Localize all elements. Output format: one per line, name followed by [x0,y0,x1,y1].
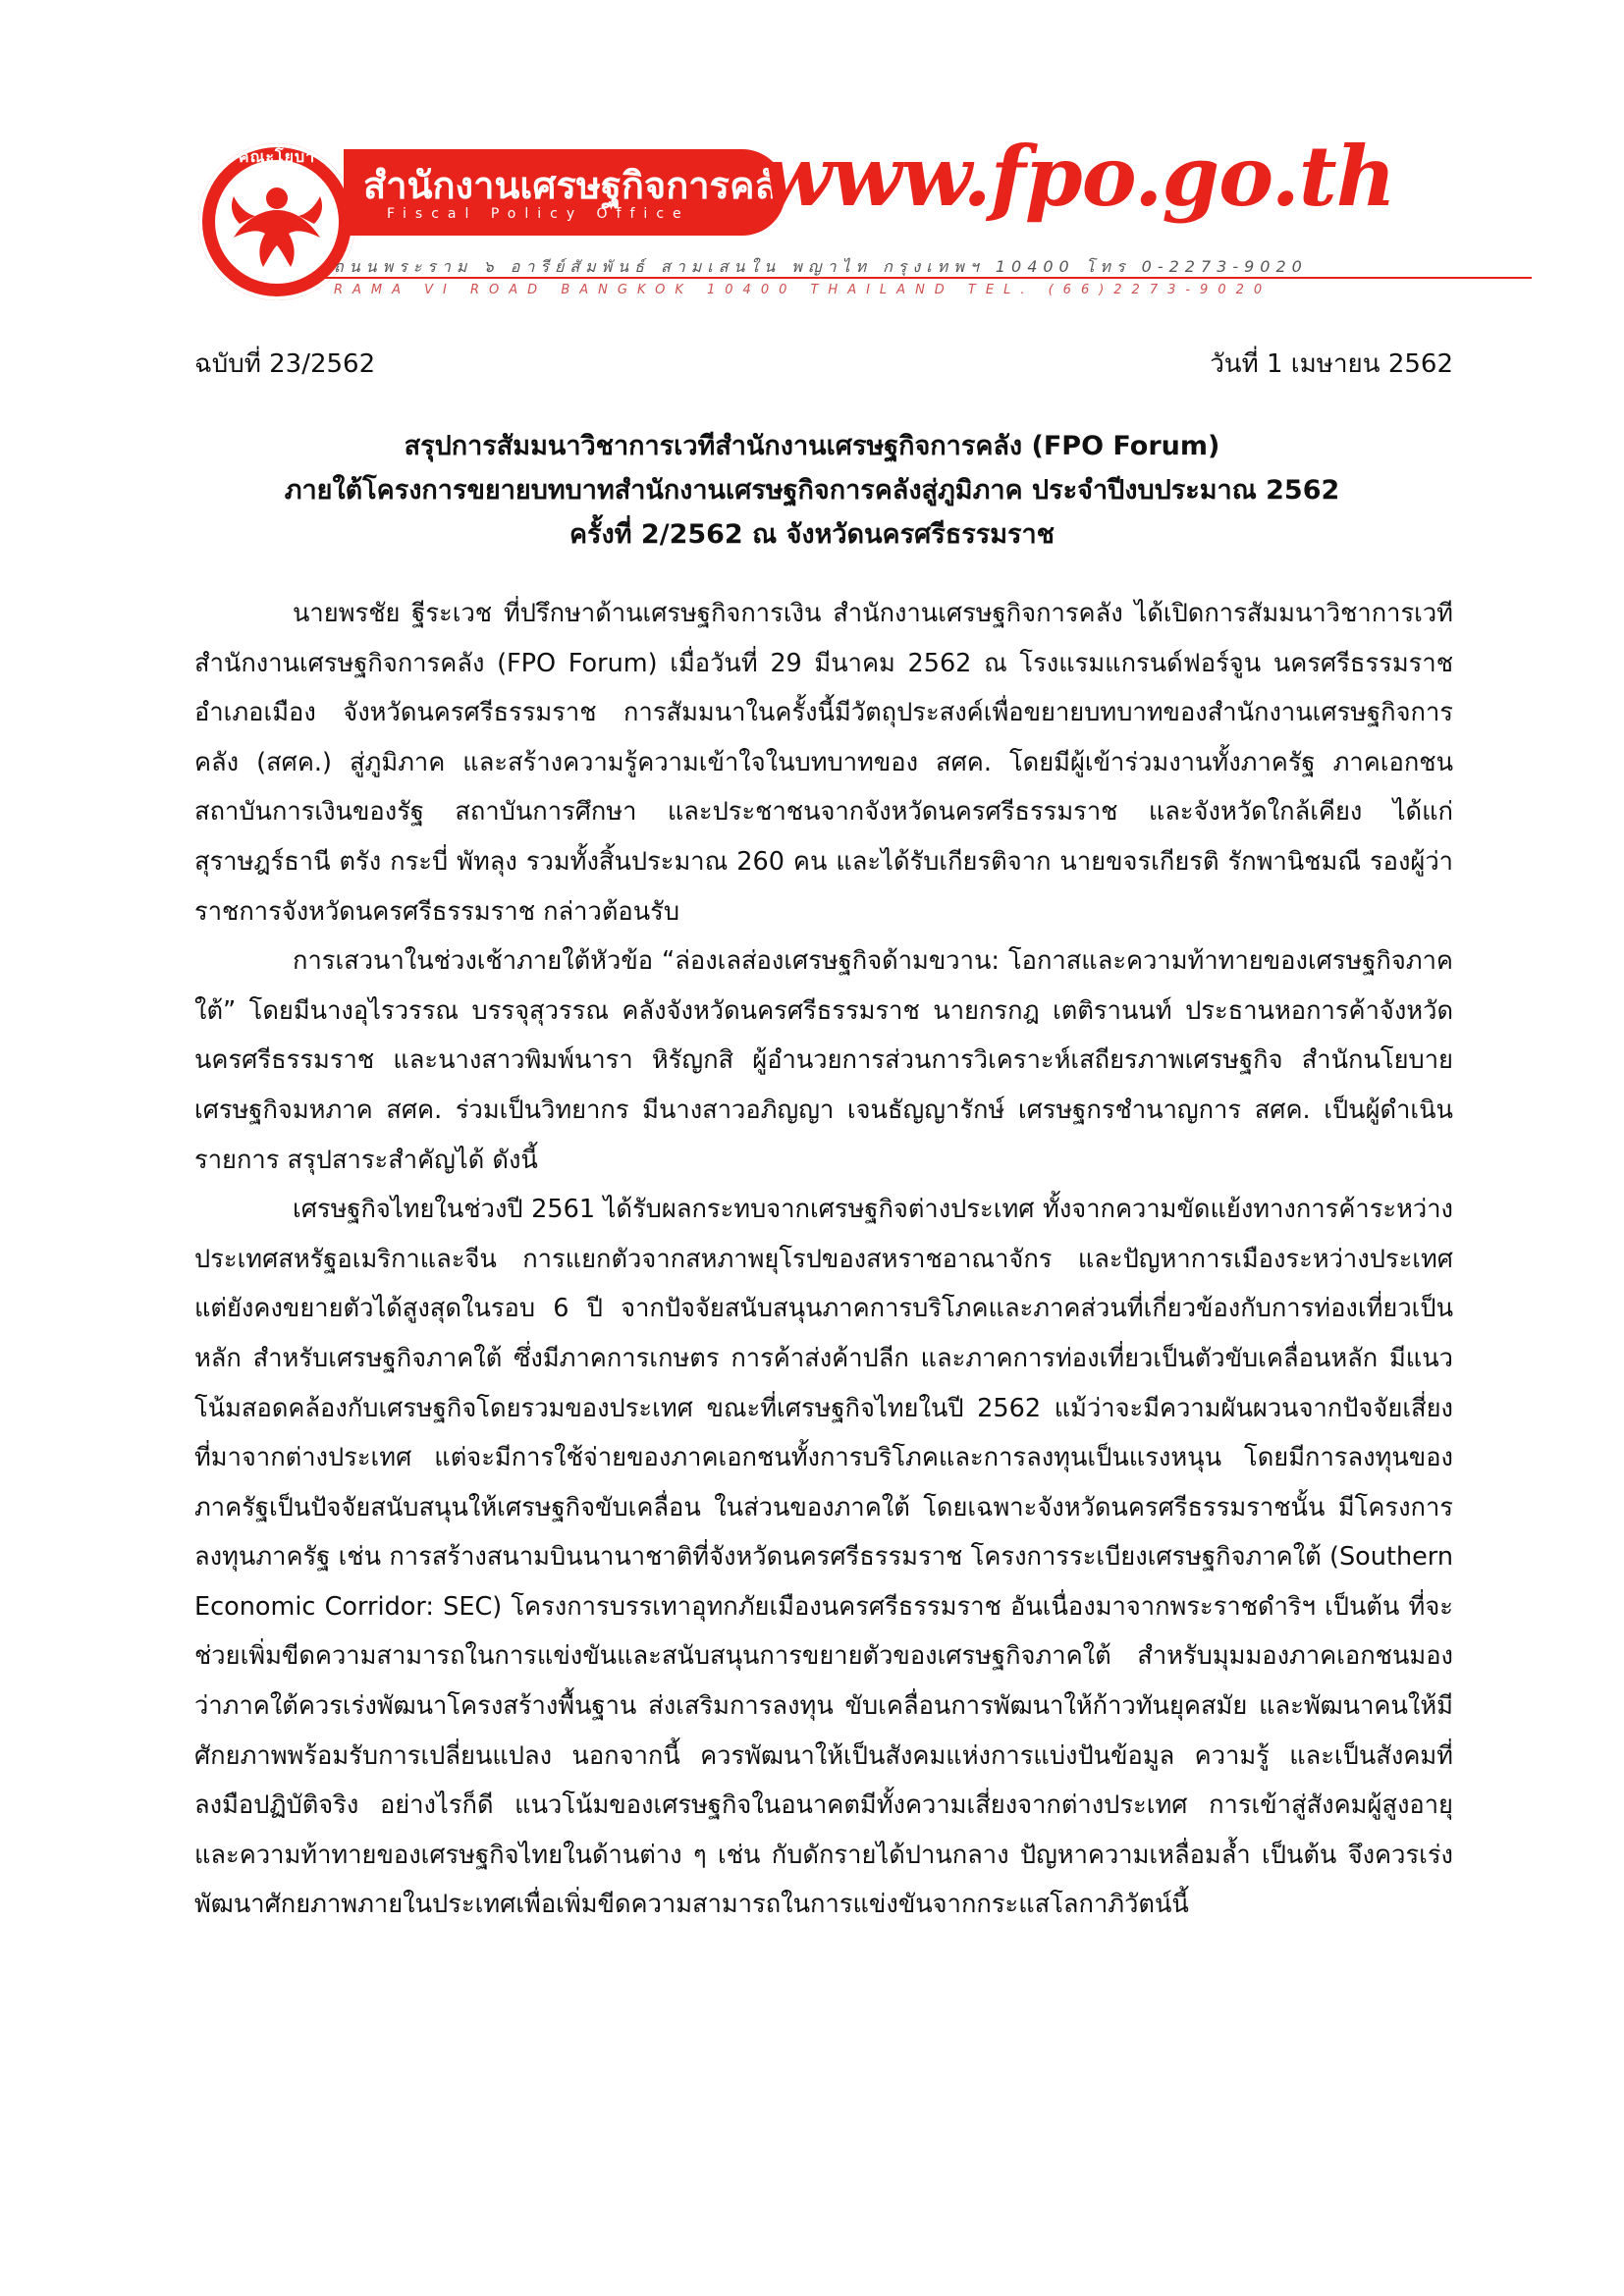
title-line-2: ภายใต้โครงการขยายบทบาทสำนักงานเศรษฐกิจการคลังสู่ภูมิภาค ประจำปีงบประมาณ 2562 [284,475,1340,506]
paragraph-summary: เศรษฐกิจไทยในช่วงปี 2561 ได้รับผลกระทบจากเศรษฐกิจต่างประเทศ ทั้งจากความขัดแย้งทางการค้าระหว่างประเทศสหรัฐอเมริกาและจีน การแยกตัวจากสหภาพยุโรปของสหราชอาณาจักร และปัญหาการเมืองระหว่างประเทศ แต่ยังคงขยายตัวได้สูงสุดในรอบ 6 ปี จากปัจจัยสนับสนุนภาคการบริโภคและภาคส่วนที่เกี่ยวข้องกับการท่องเที่ยวเป็นหลัก สำหรับเศรษฐกิจภาคใต้ ซึ่งมีภาคการเกษตร การค้าส่งค้าปลีก และภาคการท่องเที่ยวเป็นตัวขับเคลื่อนหลัก มีแนวโน้มสอดคล้องกับเศรษฐกิจโดยรวมของประเทศ ขณะที่เศรษฐกิจไทยในปี 2562 แม้ว่าจะมีความผันผวนจากปัจจัยเสี่ยงที่มาจากต่างประเทศ แต่จะมีการใช้จ่ายของภาคเอกชนทั้งการบริโภคและการลงทุนเป็นแรงหนุน โดยมีการลงทุนของภาครัฐเป็นปัจจัยสนับสนุนให้เศรษฐกิจขับเคลื่อน ในส่วนของภาคใต้ โดยเฉพาะจังหวัดนครศรีธรรมราชนั้น มีโครงการลงทุนภาครัฐ เช่น การสร้างสนามบินนานาชาติที่จังหวัดนครศรีธรรมราช โครงการระเบียงเศรษฐกิจภาคใต้ (Southern Economic Corridor: SEC) โครงการบรรเทาอุทกภัยเมืองนครศรีธรรมราช อันเนื่องมาจากพระราชดำริฯ เป็นต้น ที่จะช่วยเพิ่มขีดความสามารถในการแข่งขันและสนับสนุนการขยายตัวของเศรษฐกิจภาคใต้ สำหรับมุมมองภาคเอกชนมองว่าภาคใต้ควรเร่งพัฒนาโครงสร้างพื้นฐาน ส่งเสริมการลงทุน ขับเคลื่อนการพัฒนาให้ก้าวทันยุคสมัย และพัฒนาคนให้มีศักยภาพพร้อมรับการเปลี่ยนแปลง นอกจากนี้ ควรพัฒนาให้เป็นสังคมแห่งการแบ่งปันข้อมูล ความรู้ และเป็นสังคมที่ลงมือปฏิบัติจริง อย่างไรก็ดี แนวโน้มของเศรษฐกิจในอนาคตมีทั้งความเสี่ยงจากต่างประเทศ การเข้าสู่สังคมผู้สูงอายุ และความท้าทายของเศรษฐกิจไทยในด้านต่าง ๆ เช่น กับดักรายได้ปานกลาง ปัญหาความเหลื่อมล้ำ เป็นต้น จึงควรเร่งพัฒนาศักยภาพภายในประเทศเพื่อเพิ่มขีดความสามารถในการแข่งขันจากกระแสโลกาภิวัตน์นี้ [194,1195,1453,1920]
title-line-1: สรุปการสัมมนาวิชาการเวทีสำนักงานเศรษฐกิจการคลัง (FPO Forum) [404,431,1220,461]
issue-number: ฉบับที่ 23/2562 [194,349,376,379]
title-line-3: ครั้งที่ 2/2562 ณ จังหวัดนครศรีธรรมราช [568,519,1055,550]
website-link[interactable]: www.fpo.go.th [761,128,1395,225]
address-thai: ถนนพระราม ๖ อารีย์สัมพันธ์ สามเสนใน พญาไท กรุงเทพฯ 10400 โทร 0-2273-9020 [334,257,1308,276]
letterhead [187,108,1532,304]
issue-date: วันที่ 1 เมษายน 2562 [1210,349,1453,379]
address-english: RAMA VI ROAD BANGKOK 10400 THAILAND TEL. (66)2273-9020 [334,283,1272,297]
org-name-banner [344,149,796,236]
document-body [194,589,1453,1930]
seal-text: คณะโยบา [238,147,316,166]
org-name-thai: สำนักงานเศรษฐกิจการคลัง [363,164,796,207]
document-title [147,424,1477,557]
garuda-icon [220,165,334,279]
org-name-english: Fiscal Policy Office [387,206,690,222]
paragraph-panel: การเสวนาในช่วงเช้าภายใต้หัวข้อ “ล่องเลส่องเศรษฐกิจด้ามขวาน: โอกาสและความท้าทายของเศรษฐกิจภาคใต้” โดยมีนางอุไรวรรณ บรรจุสุวรรณ คลังจังหวัดนครศรีธรรมราช นายกรกฎ เตติรานนท์ ประธานหอการค้าจังหวัดนครศรีธรรมราช และนางสาวพิมพ์นารา หิรัญกสิ ผู้อำนวยการส่วนการวิเคราะห์เสถียรภาพเศรษฐกิจ สำนักนโยบายเศรษฐกิจมหภาค สศค. ร่วมเป็นวิทยากร มีนางสาวอภิญญา เจนธัญญารักษ์ เศรษฐกรชำนาญการ สศค. เป็นผู้ดำเนินรายการ สรุปสาระสำคัญได้ ดังนี้ [194,946,1453,1175]
paragraph-opening: นายพรชัย ฐีระเวช ที่ปรึกษาด้านเศรษฐกิจการเงิน สำนักงานเศรษฐกิจการคลัง ได้เปิดการสัมมนาวิชาการเวที สำนักงานเศรษฐกิจการคลัง (FPO Forum) เมื่อวันที่ 29 มีนาคม 2562 ณ โรงแรมแกรนด์ฟอร์จูน นครศรีธรรมราช อำเภอเมือง จังหวัดนครศรีธรรมราช การสัมมนาในครั้งนี้มีวัตถุประสงค์เพื่อขยายบทบาทของสำนักงานเศรษฐกิจการคลัง (สศค.) สู่ภูมิภาค และสร้างความรู้ความเข้าใจในบทบาทของ สศค. โดยมีผู้เข้าร่วมงานทั้งภาครัฐ ภาคเอกชน สถาบันการเงินของรัฐ สถาบันการศึกษา และประชาชนจากจังหวัดนครศรีธรรมราช และจังหวัดใกล้เคียง ได้แก่ สุราษฎร์ธานี ตรัง กระบี่ พัทลุง รวมทั้งสิ้นประมาณ 260 คน และได้รับเกียรติจาก นายขจรเกียรติ รักพานิชมณี รองผู้ว่าราชการจังหวัดนครศรีธรรมราช กล่าวต้อนรับ [194,599,1453,927]
letterhead-divider [324,277,1532,279]
